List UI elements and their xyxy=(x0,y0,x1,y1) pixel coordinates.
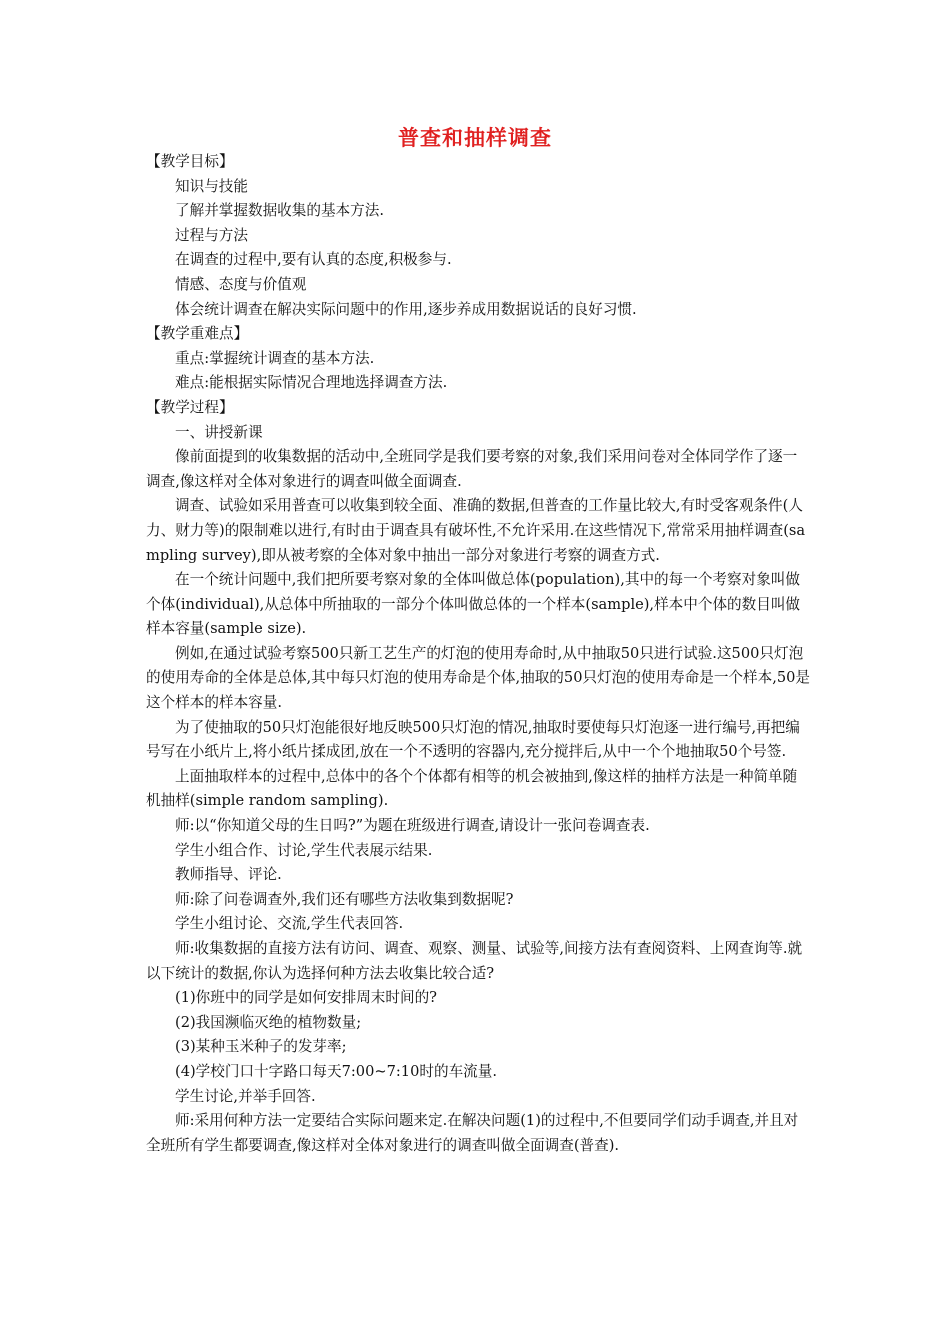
section-heading: 【教学重难点】 xyxy=(146,325,249,343)
paragraph: (3)某种玉米种子的发芽率; xyxy=(175,1038,347,1056)
paragraph: 调查、试验如采用普查可以收集到较全面、准确的数据,但普查的工作量比较大,有时受客观条件(人力、财力等)的限制难以进行,有时由于调查具有破坏性,不允许采用.在这些情况下,常常采用抽样调查(sampling survey),即从被考察的全体对象中抽出一部分对象进行考察的调查方式. xyxy=(146,497,806,564)
paragraph: 像前面提到的收集数据的活动中,全班同学是我们要考察的对象,我们采用问卷对全体同学作了逐一调查,像这样对全体对象进行的调查叫做全面调查. xyxy=(146,448,798,490)
paragraph: 体会统计调查在解决实际问题中的作用,逐步养成用数据说话的良好习惯. xyxy=(175,300,637,318)
paragraph: 例如,在通过试验考察500只新工艺生产的灯泡的使用寿命时,从中抽取50只进行试验.这500只灯泡的使用寿命的全体是总体,其中每只灯泡的使用寿命是个体,抽取的50只灯泡的使用寿命是一个样本,50是这个样本的样本容量. xyxy=(146,644,810,712)
document-title: 普查和抽样调查 xyxy=(398,126,552,150)
paragraph: 过程与方法 xyxy=(175,226,248,244)
paragraph: 一、讲授新课 xyxy=(175,423,263,441)
paragraph: 重点:掌握统计调查的基本方法. xyxy=(175,349,375,367)
paragraph: 在调查的过程中,要有认真的态度,积极参与. xyxy=(175,251,452,269)
section-heading: 【教学过程】 xyxy=(146,398,234,416)
paragraph: 为了使抽取的50只灯泡能很好地反映500只灯泡的情况,抽取时要使每只灯泡逐一进行编号,再把编号写在小纸片上,将小纸片揉成团,放在一个不透明的容器内,充分搅拌后,从中一个个地抽取50个号签. xyxy=(146,718,800,761)
paragraph: (4)学校门口十字路口每天7:00~7:10时的车流量. xyxy=(175,1062,497,1080)
paragraph: (1)你班中的同学是如何安排周末时间的? xyxy=(175,989,437,1007)
paragraph: 情感、态度与价值观 xyxy=(175,275,307,293)
paragraph: 师:收集数据的直接方法有访问、调查、观察、测量、试验等,间接方法有查阅资料、上网查询等.就以下统计的数据,你认为选择何种方法去收集比较合适? xyxy=(146,940,803,982)
paragraph: (2)我国濒临灭绝的植物数量; xyxy=(175,1013,362,1031)
paragraph: 学生讨论,并举手回答. xyxy=(175,1087,316,1105)
paragraph: 难点:能根据实际情况合理地选择调查方法. xyxy=(175,374,448,392)
section-heading: 【教学目标】 xyxy=(146,153,234,170)
paragraph: 师:以“你知道父母的生日吗?”为题在班级进行调查,请设计一张问卷调查表. xyxy=(175,817,650,835)
paragraph: 在一个统计问题中,我们把所要考察对象的全体叫做总体(population),其中的每一个考察对象叫做个体(individual),从总体中所抽取的一部分个体叫做总体的一个样本(sample),样本中个体的数目叫做样本容量(sample size). xyxy=(146,571,801,638)
paragraph: 上面抽取样本的过程中,总体中的各个个体都有相等的机会被抽到,像这样的抽样方法是一种简单随机抽样(simple random sampling). xyxy=(146,767,798,810)
paragraph: 知识与技能 xyxy=(175,177,248,195)
paragraph: 师:采用何种方法一定要结合实际问题来定.在解决问题(1)的过程中,不但要同学们动手调查,并且对全班所有学生都要调查,像这样对全体对象进行的调查叫做全面调查(普查). xyxy=(146,1112,799,1154)
paragraph: 教师指导、评论. xyxy=(175,866,282,884)
paragraph: 学生小组合作、讨论,学生代表展示结果. xyxy=(175,841,433,859)
paragraph: 师:除了问卷调查外,我们还有哪些方法收集到数据呢? xyxy=(175,890,514,908)
document-body xyxy=(146,150,811,1158)
paragraph: 了解并掌握数据收集的基本方法. xyxy=(175,202,384,220)
paragraph: 学生小组讨论、交流,学生代表回答. xyxy=(175,915,404,933)
